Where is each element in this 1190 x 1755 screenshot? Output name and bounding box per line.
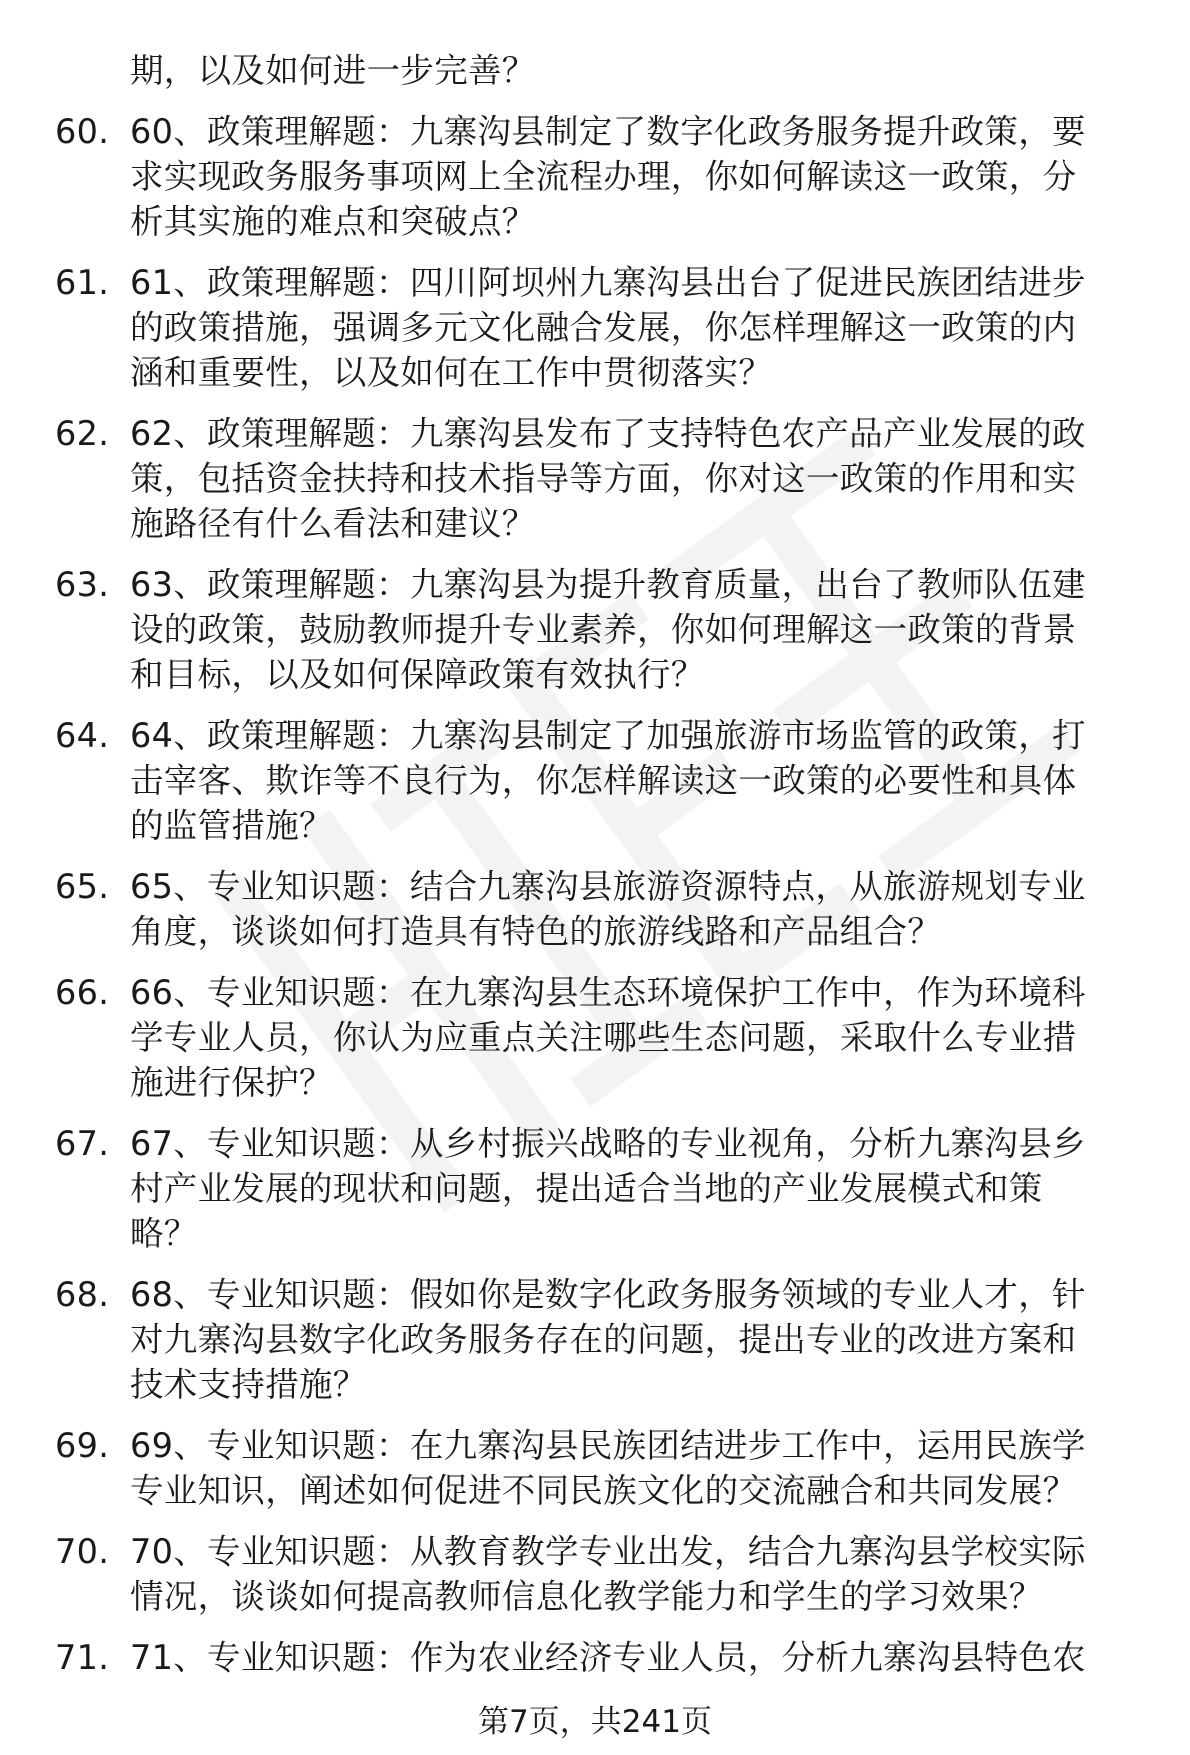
list-item [55,970,1165,1105]
list-item-number: 62. [55,414,110,453]
page-footer: 第7页，共241页 [478,1704,712,1740]
list-item [55,1272,1165,1407]
list-item-text: 61、政策理解题：四川阿坝州九寨沟县出台了促进民族团结进步 [130,263,1086,302]
list-item [55,411,1165,546]
list-item-continuation-line [55,350,1165,395]
list-item-first-line [55,48,1165,93]
list-item-first-line [55,713,1165,758]
list-item [55,1121,1165,1256]
list-item-first-line [55,562,1165,607]
list-item-number: 63. [55,565,110,604]
list-item-text: 期，以及如何进一步完善？ [130,51,536,90]
list-item-continuation-line [55,803,1165,848]
list-item-text: 64、政策理解题：九寨沟县制定了加强旅游市场监管的政策，打 [130,716,1086,755]
list-item-text: 65、专业知识题：结合九寨沟县旅游资源特点，从旅游规划专业 [130,867,1086,906]
list-item [55,1529,1165,1619]
list-item-number: 67. [55,1124,110,1163]
list-item [55,1635,1165,1680]
list-item-text: 设的政策，鼓励教师提升专业素养，你如何理解这一政策的背景 [130,610,1077,649]
list-item-continuation-line [55,1317,1165,1362]
list-item [55,713,1165,848]
list-item-continuation-line [55,652,1165,697]
list-item-first-line [55,1529,1165,1574]
list-item-first-line [55,1423,1165,1468]
list-item-number: 71. [55,1638,110,1677]
list-item-text: 专业知识，阐述如何促进不同民族文化的交流融合和共同发展？ [130,1471,1077,1510]
list-item-text: 村产业发展的现状和问题，提出适合当地的产业发展模式和策 [130,1169,1043,1208]
list-item-text: 66、专业知识题：在九寨沟县生态环境保护工作中，作为环境科 [130,973,1086,1012]
list-item-text: 施路径有什么看法和建议？ [130,504,536,543]
list-item-first-line [55,411,1165,456]
list-item-text: 略？ [130,1214,198,1253]
list-item-continuation-line [55,1468,1165,1513]
list-item-first-line [55,109,1165,154]
list-item [55,260,1165,395]
list-item-text: 策，包括资金扶持和技术指导等方面，你对这一政策的作用和实 [130,459,1077,498]
list-item-text: 的监管措施？ [130,806,333,845]
list-item-number: 69. [55,1426,110,1465]
list-item-text: 69、专业知识题：在九寨沟县民族团结进步工作中，运用民族学 [130,1426,1086,1465]
list-item-text: 施进行保护？ [130,1063,333,1102]
list-item [55,1423,1165,1513]
list-item [55,109,1165,244]
list-item-text: 71、专业知识题：作为农业经济专业人员，分析九寨沟县特色农 [130,1638,1086,1677]
question-list [55,48,1165,1680]
list-item-number: 70. [55,1532,110,1571]
list-item-continuation-line [55,154,1165,199]
list-item-continuation-line [55,909,1165,954]
list-item-number: 60. [55,112,110,151]
list-item-text: 70、专业知识题：从教育教学专业出发，结合九寨沟县学校实际 [130,1532,1086,1571]
list-item-text: 涵和重要性，以及如何在工作中贯彻落实？ [130,353,773,392]
list-item-first-line [55,970,1165,1015]
list-item-continuation-line [55,1362,1165,1407]
list-item-number: 64. [55,716,110,755]
list-item-continuation-line [55,501,1165,546]
list-item-continuation-line [55,758,1165,803]
list-item-text: 67、专业知识题：从乡村振兴战略的专业视角，分析九寨沟县乡 [130,1124,1086,1163]
list-item-continuation-line [55,1060,1165,1105]
list-item-text: 60、政策理解题：九寨沟县制定了数字化政务服务提升政策，要 [130,112,1086,151]
list-item-number: 65. [55,867,110,906]
list-item-text: 情况，谈谈如何提高教师信息化教学能力和学生的学习效果？ [130,1577,1043,1616]
list-item-text: 62、政策理解题：九寨沟县发布了支持特色农产品产业发展的政 [130,414,1086,453]
list-item-text: 求实现政务服务事项网上全流程办理，你如何解读这一政策，分 [130,157,1077,196]
list-item-first-line [55,260,1165,305]
list-item-first-line [55,1635,1165,1680]
list-item-continuation-line [55,456,1165,501]
list-item-number: 68. [55,1275,110,1314]
list-item-text: 和目标，以及如何保障政策有效执行？ [130,655,705,694]
list-item-first-line [55,1121,1165,1166]
list-item-text: 学专业人员，你认为应重点关注哪些生态问题，采取什么专业措 [130,1018,1077,1057]
list-item-text: 击宰客、欺诈等不良行为，你怎样解读这一政策的必要性和具体 [130,761,1077,800]
list-item-text: 角度，谈谈如何打造具有特色的旅游线路和产品组合？ [130,912,942,951]
list-item [55,562,1165,697]
list-item-first-line [55,864,1165,909]
list-item-text: 技术支持措施？ [130,1365,367,1404]
list-item-number: 61. [55,263,110,302]
list-item [55,48,1165,93]
list-item-continuation-line [55,607,1165,652]
list-item-continuation-line [55,1015,1165,1060]
list-item-text: 68、专业知识题：假如你是数字化政务服务领域的专业人才，针 [130,1275,1086,1314]
list-item-continuation-line [55,1211,1165,1256]
list-item-continuation-line [55,1166,1165,1211]
list-item-text: 对九寨沟县数字化政务服务存在的问题，提出专业的改进方案和 [130,1320,1077,1359]
list-item-text: 63、政策理解题：九寨沟县为提升教育质量，出台了教师队伍建 [130,565,1086,604]
list-item [55,864,1165,954]
list-item-continuation-line [55,199,1165,244]
list-item-number: 66. [55,973,110,1012]
list-item-text: 的政策措施，强调多元文化融合发展，你怎样理解这一政策的内 [130,308,1077,347]
list-item-continuation-line [55,305,1165,350]
list-item-text: 析其实施的难点和突破点？ [130,202,536,241]
list-item-continuation-line [55,1574,1165,1619]
list-item-first-line [55,1272,1165,1317]
